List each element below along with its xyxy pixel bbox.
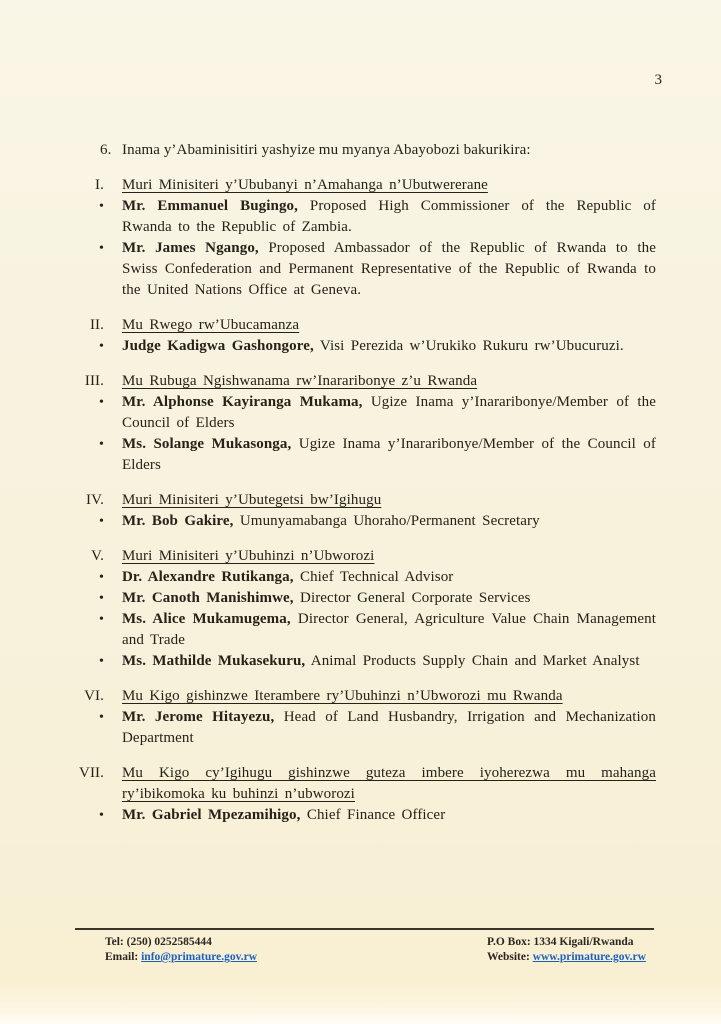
appointee-item (58, 805, 656, 826)
section-heading-row (58, 175, 656, 196)
bullet-icon: • (98, 437, 104, 452)
footer-pobox-line (487, 935, 646, 950)
intro-list-number: 6. (100, 142, 112, 158)
section-heading-row (58, 686, 656, 707)
appointee-role: Director General Corporate Services (293, 590, 531, 606)
document-body (58, 140, 656, 826)
section-items (58, 567, 656, 672)
email-link[interactable]: info@primature.gov.rw (141, 951, 258, 963)
appointment-section (58, 686, 656, 749)
appointee-name: Dr. Alexandre Rutikanga, (122, 569, 294, 585)
section-heading: Muri Minisiteri y’Ubutegetsi bw’Igihugu (122, 492, 382, 508)
section-heading: Mu Rwego rw’Ubucamanza (122, 317, 300, 333)
appointee-name: Mr. James Ngango, (122, 240, 259, 256)
appointee-text (122, 238, 656, 301)
intro-text: Inama y’Abaminisitiri yashyize mu myanya Abayobozi bakurikira: (122, 142, 531, 158)
section-heading-row (58, 763, 656, 805)
appointee-name: Ms. Mathilde Mukasekuru, (122, 653, 306, 669)
appointee-role: Director General, Agriculture Value Chain Management and Trade (122, 611, 656, 648)
bullet-icon: • (98, 654, 104, 669)
section-items (58, 196, 656, 301)
section-items (58, 336, 656, 357)
appointee-item (58, 336, 656, 357)
appointee-item (58, 392, 656, 434)
appointment-section (58, 490, 656, 532)
section-numeral: IV. (86, 492, 104, 508)
appointee-name: Ms. Solange Mukasonga, (122, 436, 292, 452)
section-numeral: II. (89, 317, 104, 333)
section-heading: Muri Minisiteri y’Ubuhinzi n’Ubworozi (122, 548, 375, 564)
bullet-icon: • (98, 199, 104, 214)
page-footer (75, 928, 654, 965)
section-heading: Mu Kigo cy’Igihugu gishinzwe guteza imbere iyoherezwa mu mahanga ry’ibikomoka ku buhinzi n’ubworozi (122, 765, 656, 802)
appointee-text (122, 567, 656, 588)
section-items (58, 707, 656, 749)
section-items (58, 805, 656, 826)
appointee-text (122, 392, 656, 434)
appointment-section (58, 763, 656, 826)
section-heading-row (58, 546, 656, 567)
bullet-icon: • (98, 808, 104, 823)
appointee-item (58, 434, 656, 476)
appointment-section (58, 371, 656, 476)
appointee-item (58, 707, 656, 749)
appointee-text (122, 336, 656, 357)
appointee-text (122, 511, 656, 532)
appointee-text (122, 196, 656, 238)
bullet-icon: • (98, 514, 104, 529)
appointee-role: Proposed High Commissioner of the Republic of Rwanda to the Republic of Zambia. (122, 198, 656, 235)
section-numeral: VI. (84, 688, 104, 704)
section-heading: Muri Minisiteri y’Ububanyi n’Amahanga n’Ubutwererane (122, 177, 488, 193)
section-numeral: V. (91, 548, 104, 564)
appointee-name: Mr. Emmanuel Bugingo, (122, 198, 298, 214)
section-numeral: III. (84, 373, 104, 389)
pobox-value: 1334 Kigali/Rwanda (533, 936, 634, 948)
appointee-item (58, 196, 656, 238)
appointee-role: Head of Land Husbandry, Irrigation and Mechanization Department (122, 709, 656, 746)
section-heading-row (58, 490, 656, 511)
appointee-name: Mr. Alphonse Kayiranga Mukama, (122, 394, 363, 410)
appointee-text (122, 805, 656, 826)
section-items (58, 392, 656, 476)
appointee-item (58, 567, 656, 588)
tel-value: (250) 0252585444 (126, 936, 212, 948)
section-heading: Mu Rubuga Ngishwanama rw’Inararibonye z’u Rwanda (122, 373, 478, 389)
footer-website-line (487, 950, 646, 965)
email-label: Email: (105, 951, 139, 963)
appointee-name: Mr. Jerome Hitayezu, (122, 709, 275, 725)
section-heading-row (58, 315, 656, 336)
appointee-text (122, 434, 656, 476)
bullet-icon: • (98, 339, 104, 354)
appointee-item (58, 651, 656, 672)
bullet-icon: • (98, 570, 104, 585)
page-number: 3 (654, 72, 662, 88)
bullet-icon: • (98, 710, 104, 725)
appointee-name: Judge Kadigwa Gashongore, (122, 338, 314, 354)
section-items (58, 511, 656, 532)
section-numeral: VII. (79, 765, 104, 781)
appointee-text (122, 588, 656, 609)
appointee-text (122, 609, 656, 651)
appointee-role: Ugize Inama y’Inararibonye/Member of the Council of Elders (122, 394, 656, 431)
appointee-name: Mr. Gabriel Mpezamihigo, (122, 807, 301, 823)
appointee-item (58, 238, 656, 301)
appointee-item (58, 588, 656, 609)
appointee-role: Animal Products Supply Chain and Market Analyst (305, 653, 640, 669)
tel-label: Tel: (105, 936, 124, 948)
bullet-icon: • (98, 241, 104, 256)
appointee-name: Ms. Alice Mukamugema, (122, 611, 291, 627)
appointee-text (122, 651, 656, 672)
section-heading-row (58, 371, 656, 392)
appointment-section (58, 315, 656, 357)
appointment-section (58, 175, 656, 301)
appointee-role: Umunyamabanga Uhoraho/Permanent Secretary (233, 513, 540, 529)
footer-right-column (487, 935, 646, 965)
bullet-icon: • (98, 395, 104, 410)
appointee-name: Mr. Bob Gakire, (122, 513, 234, 529)
appointee-name: Mr. Canoth Manishimwe, (122, 590, 294, 606)
appointment-section (58, 546, 656, 672)
appointee-role: Chief Finance Officer (300, 807, 446, 823)
appointee-role: Ugize Inama y’Inararibonye/Member of the Council of Elders (122, 436, 656, 473)
appointee-text (122, 707, 656, 749)
appointee-role: Chief Technical Advisor (293, 569, 454, 585)
sections-list (58, 175, 656, 826)
appointee-item (58, 511, 656, 532)
appointee-role: Visi Perezida w’Urukiko Rukuru rw’Ubucuruzi. (313, 338, 624, 354)
section-heading: Mu Kigo gishinzwe Iterambere ry’Ubuhinzi n’Ubworozi mu Rwanda (122, 688, 563, 704)
appointee-item (58, 609, 656, 651)
website-label: Website: (487, 951, 530, 963)
bullet-icon: • (98, 612, 104, 627)
intro-line (58, 140, 656, 161)
pobox-label: P.O Box: (487, 936, 531, 948)
footer-columns (75, 930, 654, 965)
bullet-icon: • (98, 591, 104, 606)
section-numeral: I. (95, 177, 104, 193)
website-link[interactable]: www.primature.gov.rw (532, 951, 646, 963)
appointee-role: Proposed Ambassador of the Republic of Rwanda to the Swiss Confederation and Permanent Representative of the Republic of Rwanda to the United Nations Office at Geneva. (122, 240, 656, 298)
